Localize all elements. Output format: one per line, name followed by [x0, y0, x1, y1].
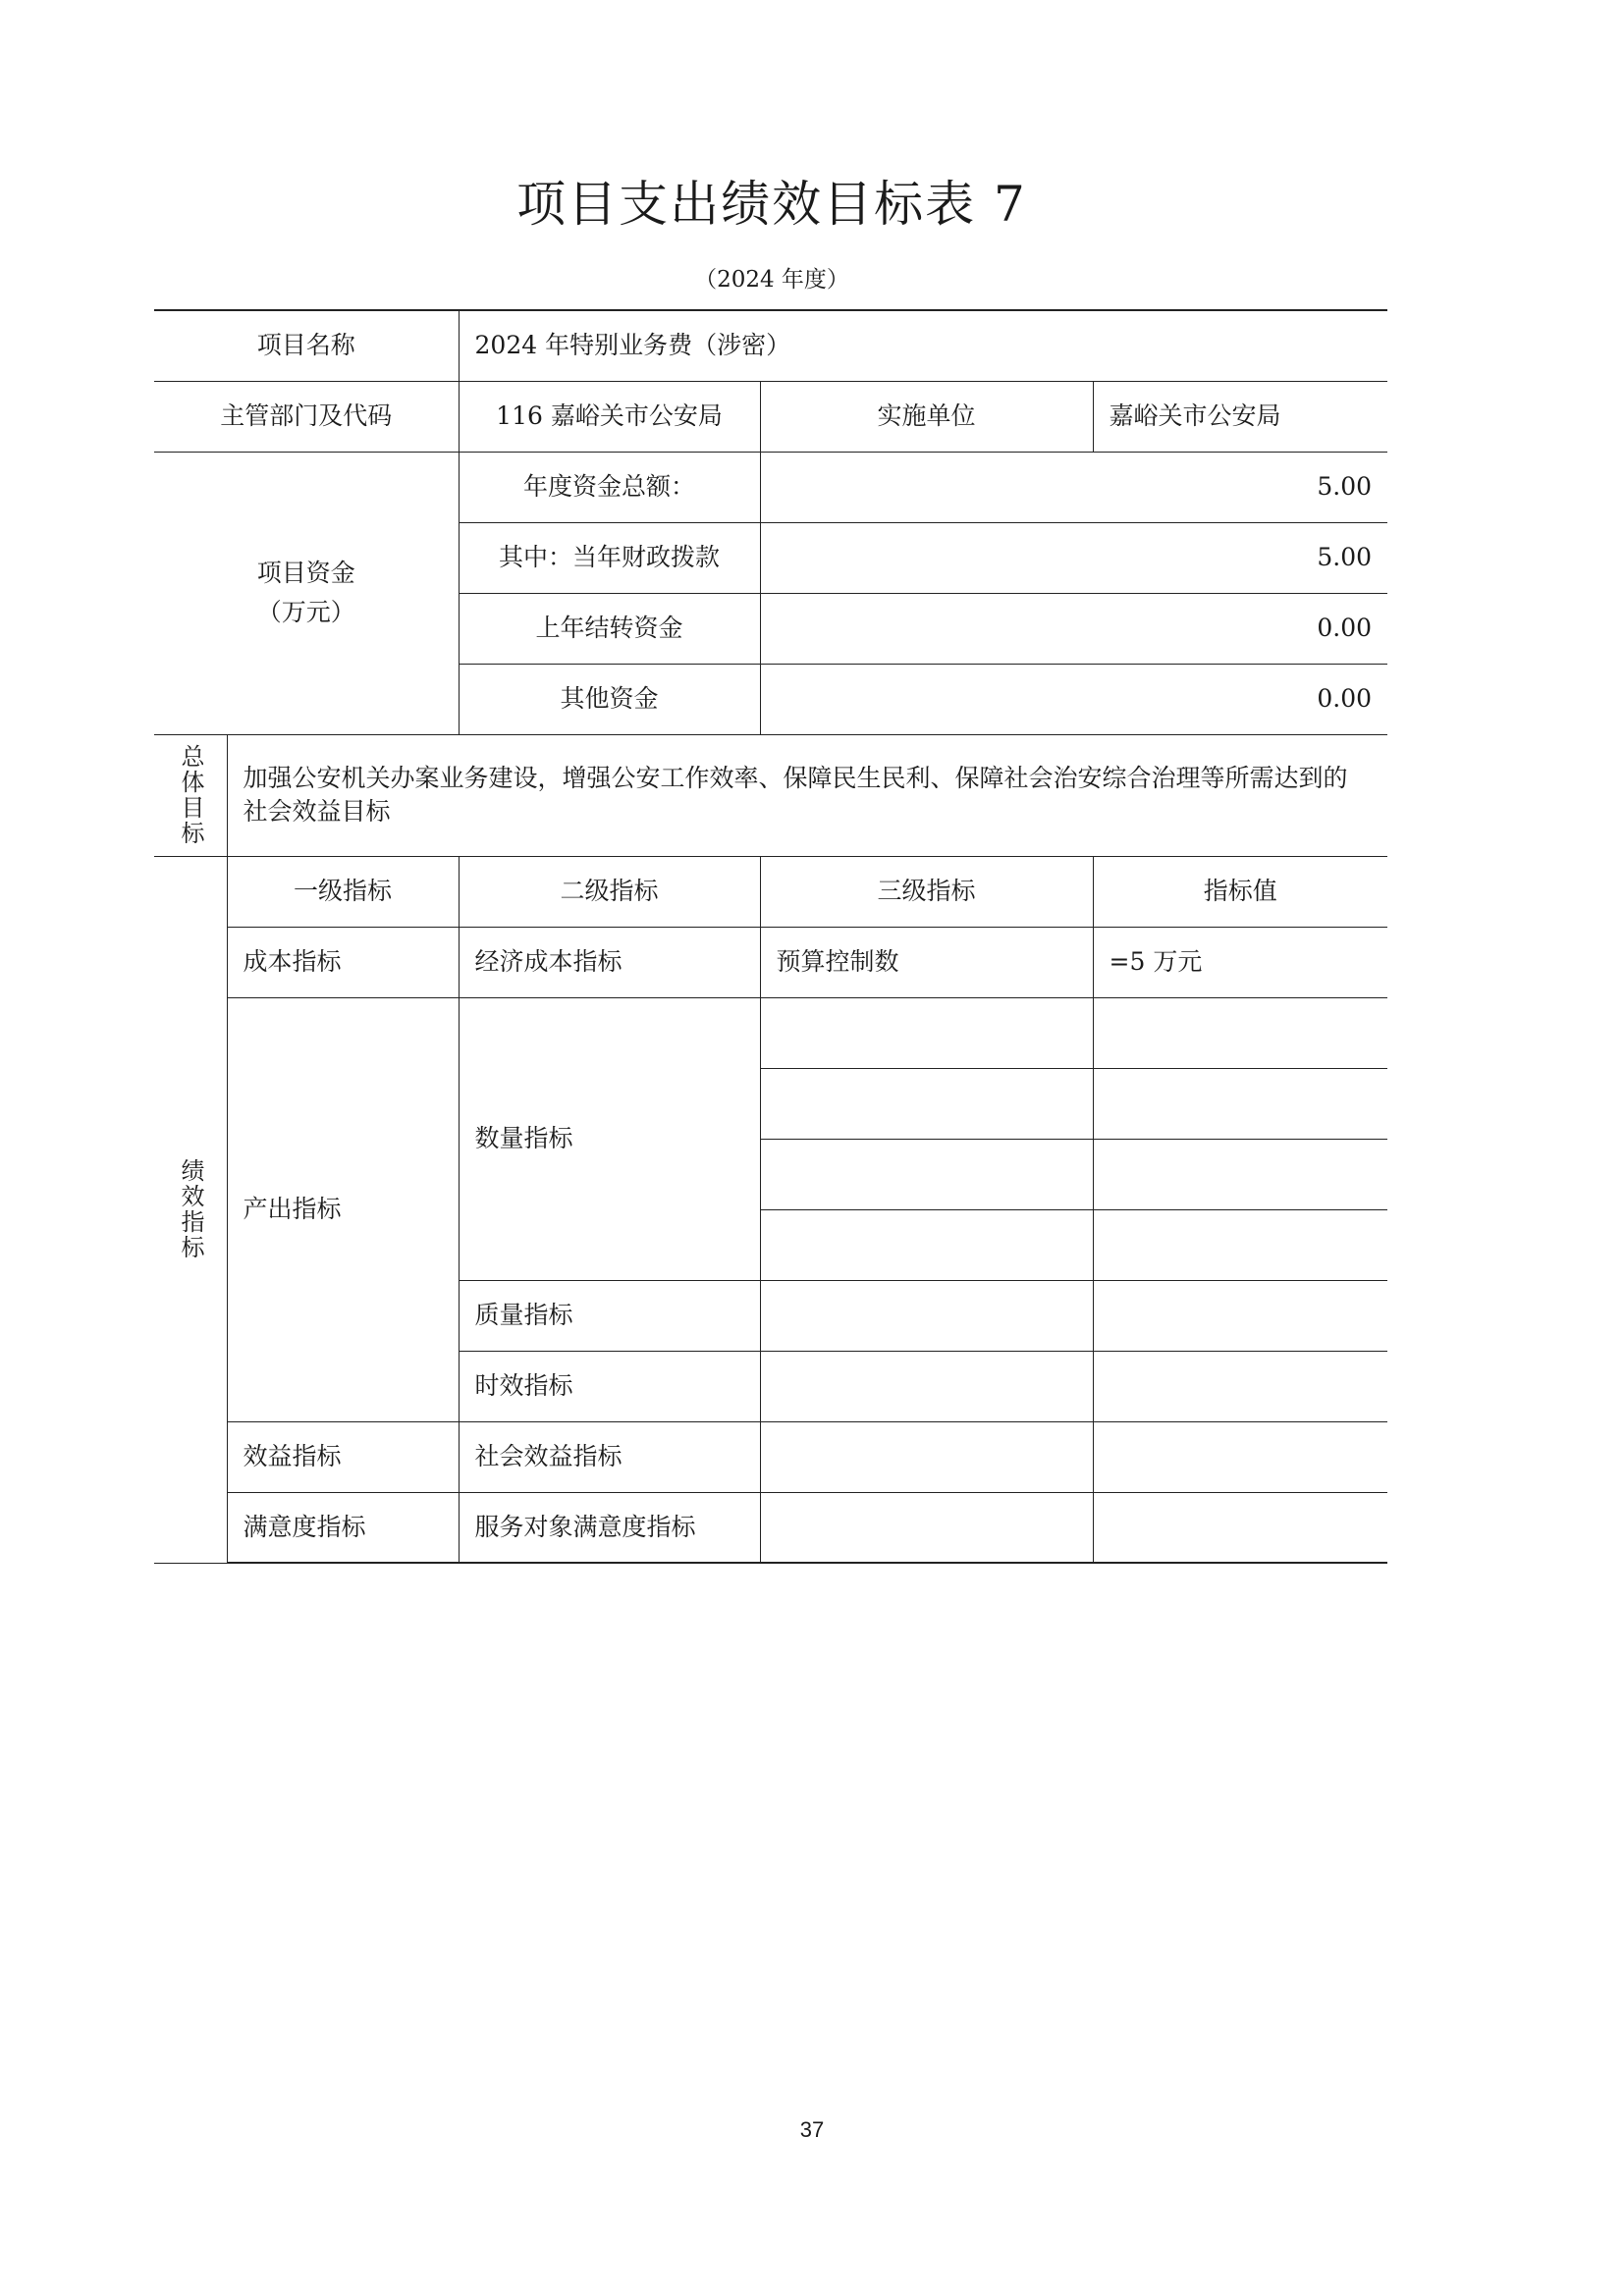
cost-level2: 经济成本指标: [459, 927, 760, 997]
funds-label-cell: [154, 452, 459, 734]
page-subtitle: （2024 年度）: [694, 267, 849, 293]
goal-text: 加强公安机关办案业务建设，增强公安工作效率、保障民生民利、保障社会治安综合治理等所需达到的社会效益目标: [227, 734, 1387, 856]
empty-cell: [1093, 1351, 1387, 1421]
empty-cell: [1093, 1492, 1387, 1563]
output-level1: 产出指标: [227, 997, 459, 1421]
cost-value: =5 万元: [1093, 927, 1387, 997]
fund-row-value: 0.00: [760, 593, 1387, 664]
fund-row-label: 其中：当年财政拨款: [459, 522, 760, 593]
indicators-label: 绩效指标: [176, 1158, 204, 1260]
empty-cell: [760, 1068, 1093, 1139]
empty-cell: [760, 1492, 1093, 1563]
performance-target-table: [154, 309, 1387, 1564]
fund-row-label: 上年结转资金: [459, 593, 760, 664]
satisfaction-level2: 服务对象满意度指标: [459, 1492, 760, 1563]
indicators-label-cell: [154, 856, 227, 1563]
table-row: [154, 856, 1387, 927]
project-name-value: 2024 年特别业务费（涉密）: [459, 310, 1387, 381]
table-row: [154, 310, 1387, 381]
project-name-label: 项目名称: [154, 310, 459, 381]
table-row: [154, 997, 1387, 1068]
table-row: [154, 927, 1387, 997]
table-row: [154, 734, 1387, 856]
empty-cell: [1093, 997, 1387, 1068]
empty-cell: [760, 1351, 1093, 1421]
dept-value: 116 嘉峪关市公安局: [459, 381, 760, 452]
impl-unit-value: 嘉峪关市公安局: [1093, 381, 1387, 452]
funds-unit: （万元）: [256, 598, 355, 626]
goal-label-cell: [154, 734, 227, 856]
table-row: [154, 1492, 1387, 1563]
table-row: [154, 381, 1387, 452]
empty-cell: [1093, 1280, 1387, 1351]
dept-label: 主管部门及代码: [154, 381, 459, 452]
empty-cell: [760, 1280, 1093, 1351]
timeliness-level2: 时效指标: [459, 1351, 760, 1421]
fund-row-value: 5.00: [760, 452, 1387, 522]
empty-cell: [760, 1421, 1093, 1492]
benefit-level1: 效益指标: [227, 1421, 459, 1492]
goal-label: 总体目标: [176, 744, 204, 846]
page-title: 项目支出绩效目标表 7: [516, 176, 1027, 233]
header-level3: 三级指标: [760, 856, 1093, 927]
funds-label: 项目资金: [256, 559, 355, 588]
table-row: [154, 452, 1387, 522]
empty-cell: [1093, 1209, 1387, 1280]
empty-cell: [760, 997, 1093, 1068]
empty-cell: [1093, 1139, 1387, 1209]
fund-row-label: 年度资金总额：: [459, 452, 760, 522]
table-row: [154, 1421, 1387, 1492]
fund-row-value: 0.00: [760, 664, 1387, 734]
empty-cell: [1093, 1068, 1387, 1139]
fund-row-label: 其他资金: [459, 664, 760, 734]
benefit-level2: 社会效益指标: [459, 1421, 760, 1492]
cost-level3: 预算控制数: [760, 927, 1093, 997]
empty-cell: [1093, 1421, 1387, 1492]
quantity-level2: 数量指标: [459, 997, 760, 1280]
fund-row-value: 5.00: [760, 522, 1387, 593]
header-value: 指标值: [1093, 856, 1387, 927]
empty-cell: [760, 1139, 1093, 1209]
header-level1: 一级指标: [227, 856, 459, 927]
satisfaction-level1: 满意度指标: [227, 1492, 459, 1563]
page-number: 37: [799, 2117, 825, 2142]
cost-level1: 成本指标: [227, 927, 459, 997]
impl-unit-label: 实施单位: [760, 381, 1093, 452]
header-level2: 二级指标: [459, 856, 760, 927]
quality-level2: 质量指标: [459, 1280, 760, 1351]
empty-cell: [760, 1209, 1093, 1280]
